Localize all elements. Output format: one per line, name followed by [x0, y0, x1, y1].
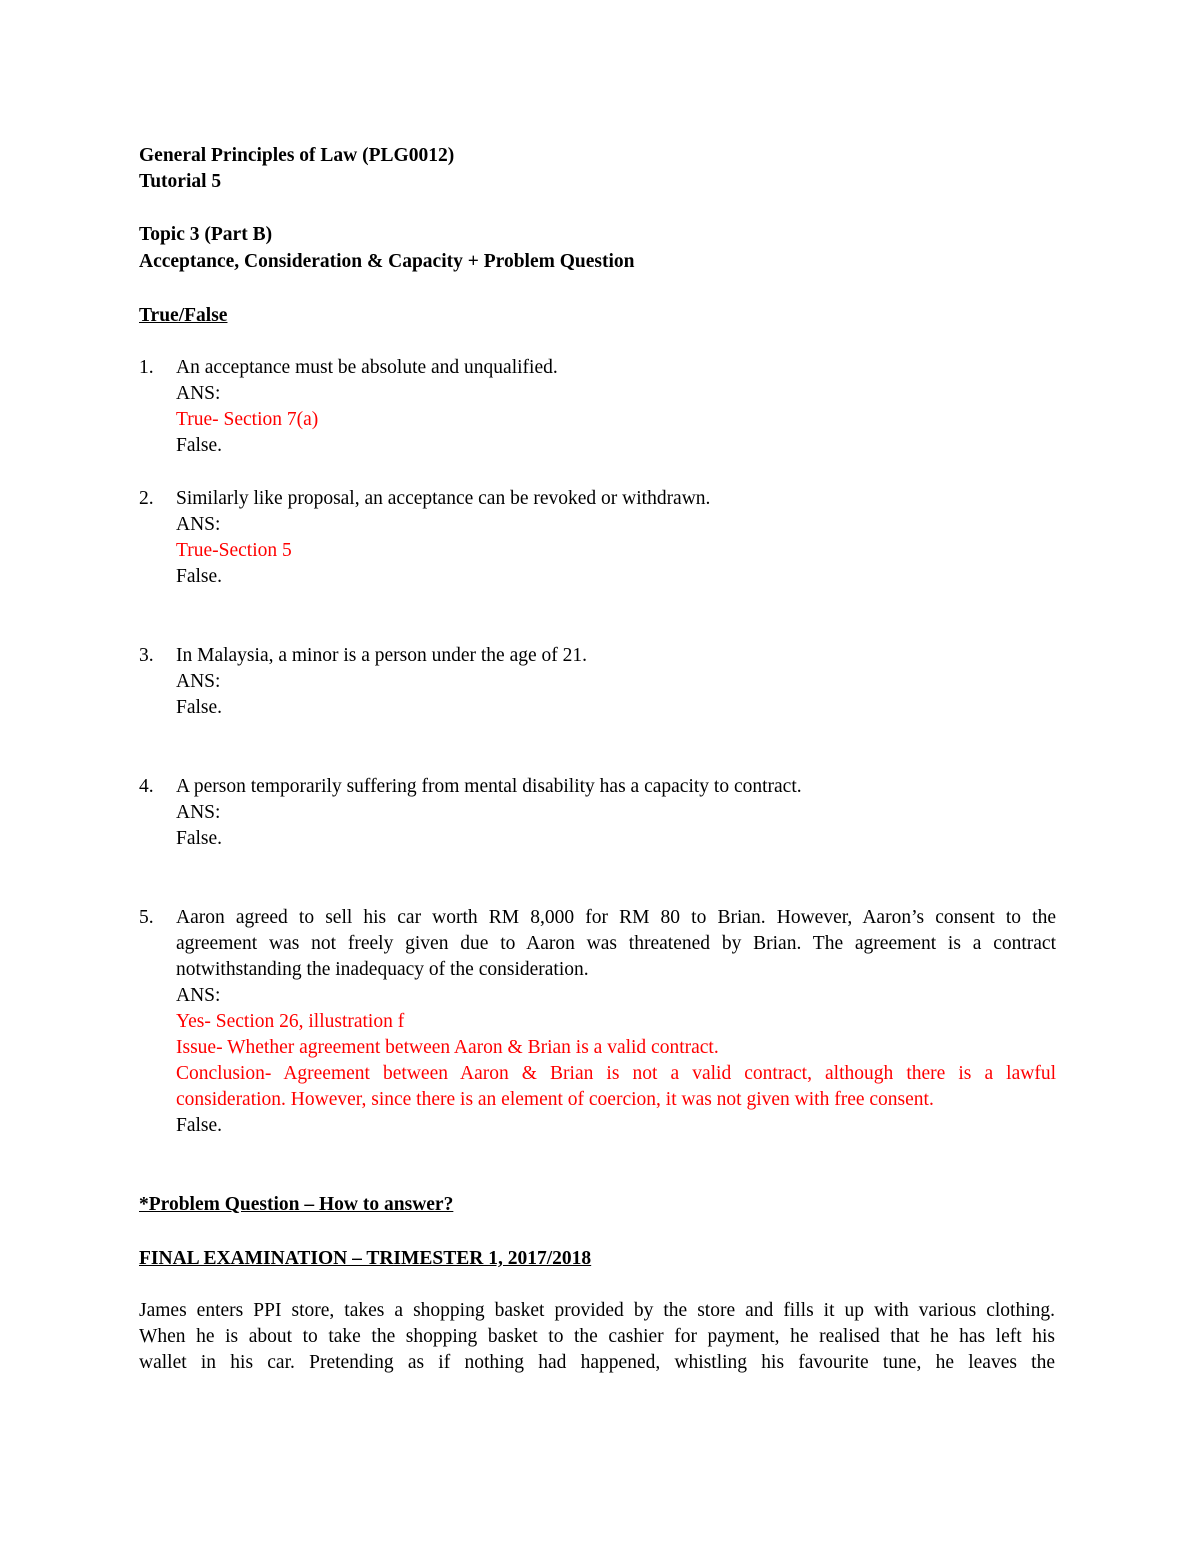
- question-text: Similarly like proposal, an acceptance can be revoked or withdrawn.: [176, 488, 711, 509]
- false-option: False.: [176, 435, 223, 456]
- tutorial-title: Tutorial 5: [139, 171, 222, 192]
- ans-label: ANS:: [176, 985, 221, 1006]
- section-title: True/False: [139, 305, 228, 326]
- false-option: False.: [176, 1115, 223, 1136]
- false-option: False.: [176, 828, 223, 849]
- topic-subtitle: Acceptance, Consideration & Capacity + Problem Question: [139, 251, 635, 272]
- exam-paragraph-line: When he is about to take the shopping basket to the cashier for payment, he realised that he has left his: [139, 1326, 1055, 1347]
- question-number: 2.: [139, 488, 154, 509]
- answer-text: consideration. However, since there is an element of coercion, it was not given with free consent.: [176, 1089, 934, 1110]
- exam-paragraph-line: James enters PPI store, takes a shopping basket provided by the store and fills it up with various clothing.: [139, 1300, 1055, 1321]
- answer-text: True-Section 5: [176, 540, 292, 561]
- question-text: agreement was not freely given due to Aaron was threatened by Brian. The agreement is a contract: [176, 933, 1056, 954]
- question-number: 5.: [139, 907, 154, 928]
- question-text: A person temporarily suffering from mental disability has a capacity to contract.: [176, 776, 802, 797]
- answer-text: Yes- Section 26, illustration f: [176, 1011, 405, 1032]
- question-text: In Malaysia, a minor is a person under the age of 21.: [176, 645, 588, 666]
- question-text: notwithstanding the inadequacy of the consideration.: [176, 959, 589, 980]
- answer-text: Conclusion- Agreement between Aaron & Brian is not a valid contract, although there is a lawful: [176, 1063, 1056, 1084]
- problem-heading: *Problem Question – How to answer?: [139, 1194, 454, 1215]
- exam-heading: FINAL EXAMINATION – TRIMESTER 1, 2017/2018: [139, 1248, 592, 1269]
- ans-label: ANS:: [176, 514, 221, 535]
- question-text: An acceptance must be absolute and unqualified.: [176, 357, 558, 378]
- question-number: 3.: [139, 645, 154, 666]
- exam-paragraph-line: wallet in his car. Pretending as if nothing had happened, whistling his favourite tune, he leaves the: [139, 1352, 1055, 1373]
- answer-text: True- Section 7(a): [176, 409, 319, 430]
- ans-label: ANS:: [176, 671, 221, 692]
- question-number: 1.: [139, 357, 154, 378]
- topic-title: Topic 3 (Part B): [139, 224, 273, 245]
- ans-label: ANS:: [176, 802, 221, 823]
- ans-label: ANS:: [176, 383, 221, 404]
- false-option: False.: [176, 566, 223, 587]
- question-number: 4.: [139, 776, 154, 797]
- question-text: Aaron agreed to sell his car worth RM 8,000 for RM 80 to Brian. However, Aaron’s consent to the: [176, 907, 1056, 928]
- answer-text: Issue- Whether agreement between Aaron & Brian is a valid contract.: [176, 1037, 719, 1058]
- false-option: False.: [176, 697, 223, 718]
- course-title: General Principles of Law (PLG0012): [139, 145, 455, 166]
